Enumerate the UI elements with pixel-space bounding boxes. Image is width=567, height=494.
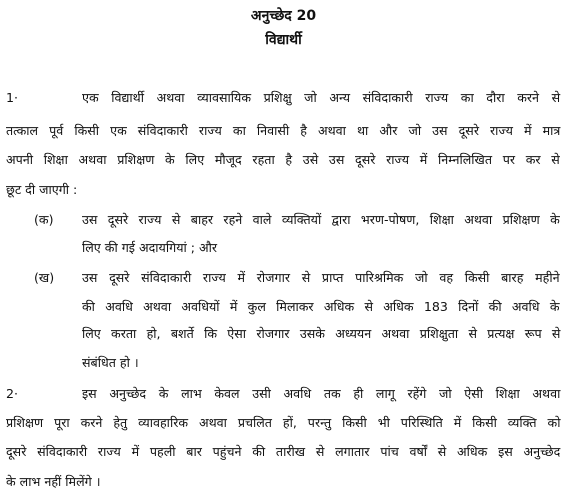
para1-line-1: एक विद्यार्थी अथवा व्यावसायिक प्रशिक्षु जो अन्य संविदाकारी राज्य का दौरा करने से: [82, 90, 561, 105]
para1-line-3: अपनी शिक्षा अथवा प्रशिक्षण के लिए मौजूद रहता है उसे उस दूसरे राज्य में निम्नलिखित पर कर से: [6, 152, 560, 167]
clause-b-line-3: लिए करता हो, बशर्ते कि ऐसा रोजगार उसके अध्ययन अथवा प्रशिक्षुता से प्रत्यक्ष रूप से: [82, 326, 561, 341]
clause-b-line-4: संबंधित हो ।: [82, 355, 139, 370]
clause-a-line-2: लिए की गई अदायगियां ; और: [82, 240, 218, 255]
clause-b-line-2: की अवधि अथवा अवधियों में कुल मिलाकर अधिक से अधिक 183 दिनों की अवधि के: [82, 299, 560, 314]
article-heading: अनुच्छेद 20: [250, 8, 317, 24]
para1-line-4: छूट दी जाएगी :: [6, 182, 78, 197]
para2-line-2: प्रशिक्षण पूरा करने हेतु व्यावहारिक अथवा प्रचलित हों, परन्तु किसी भी परिस्थिति में किसी व्यक्ति को: [6, 415, 561, 430]
para2-number: 2·: [6, 386, 19, 401]
clause-b-line-1: उस दूसरे संविदाकारी राज्य में रोजगार से प्राप्त पारिश्रमिक जो वह किसी बारह महीने: [82, 270, 560, 285]
para2-line-1: इस अनुच्छेद के लाभ केवल उसी अवधि तक ही लागू रहेंगे जो ऐसी शिक्षा अथवा: [82, 386, 561, 401]
para1-line-2: तत्काल पूर्व किसी एक संविदाकारी राज्य का निवासी है अथवा था और जो उस दूसरे राज्य में मात्र: [6, 123, 561, 138]
para2-line-3: दूसरे संविदाकारी राज्य में पहली बार पहुंचने की तारीख से लगातार पांच वर्षों से अधिक इस अनुच्छेद: [6, 444, 561, 459]
clause-a-line-1: उस दूसरे राज्य से बाहर रहने वाले व्यक्तियों द्वारा भरण-पोषण, शिक्षा अथवा प्रशिक्षण के: [82, 212, 560, 227]
clause-a-label: (क): [34, 212, 54, 227]
para1-number: 1·: [6, 90, 19, 105]
clause-b-label: (ख): [34, 270, 55, 285]
article-subject: विद्यार्थी: [265, 32, 302, 48]
para2-line-4: के लाभ नहीं मिलेंगे ।: [6, 474, 101, 489]
